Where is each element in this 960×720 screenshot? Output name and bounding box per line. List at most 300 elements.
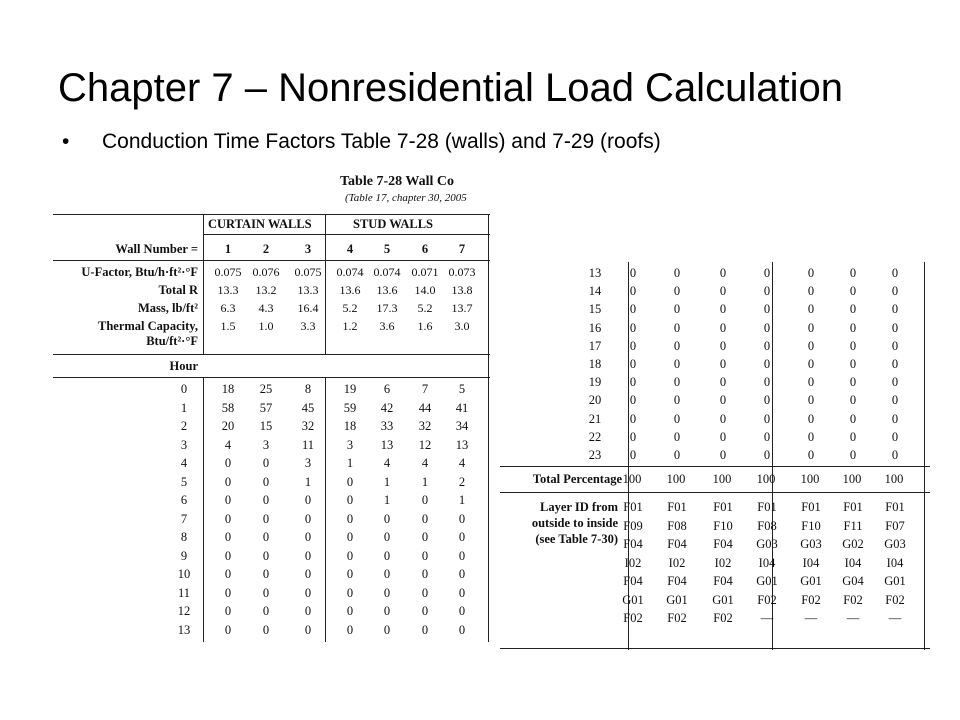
time-factor: 8	[304, 382, 312, 396]
roof-table-image	[500, 262, 930, 650]
layer-id: I02	[714, 555, 732, 570]
time-factor: 0	[629, 393, 637, 408]
wall-number: 5	[383, 242, 391, 256]
property-value: 3.0	[454, 319, 470, 333]
time-factor: 0	[224, 585, 232, 600]
time-factor: 0	[763, 429, 771, 444]
layer-id: F08	[757, 518, 777, 533]
time-factor: 0	[421, 567, 429, 581]
time-factor: 13	[455, 437, 469, 452]
layer-id: G01	[622, 592, 644, 607]
time-factor: 1	[304, 474, 312, 489]
layer-id: F02	[667, 611, 687, 625]
hour-value: 10	[177, 567, 191, 581]
time-factor: 4	[458, 456, 466, 470]
time-factor: 0	[383, 604, 391, 618]
time-factor: 0	[719, 302, 727, 317]
time-factor: 0	[763, 448, 771, 462]
time-factor: 0	[719, 266, 727, 280]
time-factor: 0	[629, 375, 637, 390]
time-factor: 15	[259, 419, 273, 433]
time-factor: 0	[421, 548, 429, 563]
hour-value: 8	[180, 530, 188, 544]
time-factor: 0	[673, 411, 681, 426]
time-factor: 0	[304, 530, 312, 544]
total-value: 100	[884, 472, 904, 486]
time-factor: 0	[262, 530, 270, 544]
property-value: 3.6	[379, 319, 395, 333]
time-factor: 0	[304, 548, 312, 563]
property-value: 13.8	[451, 283, 473, 297]
time-factor: 0	[346, 493, 354, 507]
hour-value: 16	[588, 320, 602, 335]
layer-id: F01	[757, 500, 777, 514]
wall-number-label: Wall Number =	[115, 242, 198, 256]
total-percentage-label: Total Percentage	[532, 472, 622, 486]
time-factor: 0	[763, 393, 771, 408]
layer-id: —	[846, 611, 860, 625]
time-factor: 0	[673, 320, 681, 335]
time-factor: 45	[301, 400, 315, 415]
time-factor: 5	[458, 382, 466, 396]
layer-id: G04	[842, 574, 864, 588]
time-factor: 4	[224, 437, 232, 452]
time-factor: 0	[383, 567, 391, 581]
property-value: 13.6	[339, 283, 361, 297]
layer-id: I04	[844, 555, 862, 570]
property-value: 0.075	[214, 265, 242, 279]
time-factor: 0	[673, 375, 681, 390]
time-factor: 0	[849, 448, 857, 462]
layer-id: F01	[623, 500, 643, 514]
property-label: U-Factor, Btu/h·ft²·°F	[81, 265, 198, 279]
hour-value: 11	[177, 585, 191, 600]
layer-id: F11	[843, 518, 863, 533]
time-factor: 0	[421, 604, 429, 618]
time-factor: 0	[224, 493, 232, 507]
hour-value: 12	[177, 604, 191, 618]
property-value: 1.5	[220, 319, 236, 333]
layer-label-line: (see Table 7-30)	[535, 532, 618, 546]
hour-value: 20	[588, 393, 602, 408]
time-factor: 0	[719, 284, 727, 299]
time-factor: 0	[346, 548, 354, 563]
layer-id: F07	[885, 518, 905, 533]
time-factor: 0	[304, 493, 312, 507]
time-factor: 20	[221, 419, 235, 433]
time-factor: 0	[383, 622, 391, 637]
property-value: 13.6	[376, 283, 398, 297]
time-factor: 1	[383, 474, 391, 489]
time-factor: 0	[891, 284, 899, 299]
wall-table-caption: Table 7-28 Wall Co	[340, 174, 454, 189]
wall-number: 3	[304, 242, 312, 256]
time-factor: 0	[807, 429, 815, 444]
time-factor: 0	[224, 548, 232, 563]
property-label: Mass, lb/ft²	[138, 301, 198, 315]
time-factor: 0	[719, 448, 727, 462]
time-factor: 0	[807, 357, 815, 371]
property-value: 0.073	[448, 265, 476, 279]
time-factor: 0	[807, 320, 815, 335]
time-factor: 0	[673, 448, 681, 462]
wall-number: 7	[458, 242, 466, 256]
time-factor: 13	[380, 437, 394, 452]
time-factor: 2	[458, 474, 466, 489]
time-factor: 0	[763, 411, 771, 426]
time-factor: 0	[458, 622, 466, 637]
time-factor: 0	[673, 338, 681, 353]
time-factor: 0	[807, 302, 815, 317]
time-factor: 0	[458, 567, 466, 581]
time-factor: 0	[262, 456, 270, 470]
layer-id: G01	[756, 574, 778, 588]
total-value: 100	[712, 472, 732, 486]
total-value: 100	[800, 472, 820, 486]
bullet-text: Conduction Time Factors Table 7-28 (walls) and 7-29 (roofs)	[102, 130, 661, 153]
hour-value: 21	[588, 411, 602, 426]
time-factor: 0	[346, 530, 354, 544]
time-factor: 0	[719, 357, 727, 371]
time-factor: 0	[629, 357, 637, 371]
time-factor: 0	[719, 411, 727, 426]
time-factor: 0	[346, 622, 354, 637]
hour-value: 7	[180, 511, 188, 526]
time-factor: 0	[629, 411, 637, 426]
time-factor: 41	[455, 400, 469, 415]
time-factor: 0	[629, 338, 637, 353]
time-factor: 0	[629, 302, 637, 317]
time-factor: 12	[418, 437, 432, 452]
time-factor: 0	[673, 357, 681, 371]
layer-id: G01	[884, 574, 906, 588]
group-header-curtain: CURTAIN WALLS	[208, 217, 312, 231]
time-factor: 0	[763, 375, 771, 390]
layer-id: F04	[713, 574, 733, 588]
wall-table-image	[53, 172, 490, 642]
time-factor: 0	[458, 511, 466, 526]
time-factor: 0	[346, 511, 354, 526]
time-factor: 34	[455, 419, 469, 433]
layer-id: I02	[624, 555, 642, 570]
hour-value: 13	[588, 266, 602, 280]
property-label-cont: Btu/ft²·°F	[146, 334, 198, 348]
time-factor: 0	[458, 604, 466, 618]
time-factor: 1	[383, 493, 391, 507]
property-value: 14.0	[414, 283, 436, 297]
time-factor: 0	[224, 474, 232, 489]
hour-value: 13	[177, 622, 191, 637]
property-value: 0.075	[294, 265, 322, 279]
time-factor: 0	[807, 338, 815, 353]
property-value: 13.3	[217, 283, 239, 297]
layer-id: F01	[843, 500, 863, 514]
property-value: 1.2	[342, 319, 358, 333]
layer-id: F02	[885, 592, 905, 607]
time-factor: 0	[891, 266, 899, 280]
time-factor: 0	[346, 585, 354, 600]
time-factor: 0	[304, 585, 312, 600]
layer-id: —	[804, 611, 818, 625]
property-value: 4.3	[258, 301, 274, 315]
hour-label: Hour	[169, 359, 198, 373]
layer-id: F04	[623, 537, 643, 551]
time-factor: 0	[383, 585, 391, 600]
time-factor: 0	[673, 429, 681, 444]
layer-label-line: Layer ID from	[540, 500, 618, 514]
layer-label-line: outside to inside	[531, 516, 618, 530]
total-value: 100	[666, 472, 686, 486]
time-factor: 0	[891, 320, 899, 335]
time-factor: 0	[304, 622, 312, 637]
time-factor: 0	[224, 511, 232, 526]
hour-value: 15	[588, 302, 602, 317]
layer-id: F01	[801, 500, 821, 514]
property-value: 1.0	[258, 319, 274, 333]
layer-id: F10	[713, 518, 733, 533]
time-factor: 0	[346, 567, 354, 581]
time-factor: 0	[807, 284, 815, 299]
time-factor: 0	[763, 320, 771, 335]
time-factor: 0	[224, 604, 232, 618]
wall-number: 4	[346, 242, 354, 256]
property-value: 16.4	[297, 301, 319, 315]
bullet-item	[62, 130, 661, 154]
layer-id: F04	[667, 574, 687, 588]
time-factor: 0	[421, 511, 429, 526]
time-factor: 0	[719, 375, 727, 390]
time-factor: 4	[421, 456, 429, 470]
bullet-dot: •	[62, 130, 70, 153]
hour-value: 14	[588, 284, 602, 299]
wall-number: 1	[224, 242, 232, 256]
hour-value: 0	[180, 382, 188, 396]
layer-id: F01	[713, 500, 733, 514]
time-factor: 6	[383, 382, 391, 396]
group-header-stud: STUD WALLS	[353, 217, 434, 231]
time-factor: 0	[763, 338, 771, 353]
time-factor: 0	[421, 493, 429, 507]
time-factor: 3	[262, 437, 270, 452]
property-value: 0.074	[336, 265, 364, 279]
layer-id: G03	[756, 537, 778, 551]
layer-id: F04	[623, 574, 643, 588]
hour-value: 18	[588, 357, 602, 371]
property-value: 1.6	[417, 319, 433, 333]
time-factor: 0	[891, 338, 899, 353]
time-factor: 0	[304, 567, 312, 581]
time-factor: 4	[383, 456, 391, 470]
time-factor: 0	[807, 375, 815, 390]
layer-id: F04	[667, 537, 687, 551]
time-factor: 0	[262, 493, 270, 507]
time-factor: 1	[346, 456, 354, 470]
time-factor: 0	[719, 429, 727, 444]
time-factor: 3	[304, 456, 312, 470]
layer-id: F04	[713, 537, 733, 551]
property-value: 0.074	[373, 265, 401, 279]
time-factor: 19	[343, 382, 357, 396]
layer-id: —	[888, 611, 902, 625]
time-factor: 0	[763, 266, 771, 280]
time-factor: 32	[301, 419, 315, 433]
time-factor: 18	[221, 382, 235, 396]
time-factor: 0	[458, 585, 466, 600]
time-factor: 0	[849, 429, 857, 444]
time-factor: 0	[849, 320, 857, 335]
time-factor: 0	[262, 567, 270, 581]
time-factor: 0	[458, 548, 466, 563]
time-factor: 0	[673, 284, 681, 299]
property-value: 13.3	[297, 283, 319, 297]
layer-id: F02	[843, 592, 863, 607]
time-factor: 0	[262, 474, 270, 489]
property-value: 6.3	[220, 301, 236, 315]
property-label: Thermal Capacity,	[98, 319, 198, 333]
layer-id: G01	[666, 592, 688, 607]
time-factor: 0	[719, 393, 727, 408]
time-factor: 0	[849, 411, 857, 426]
time-factor: 1	[458, 493, 466, 507]
layer-id: G01	[800, 574, 822, 588]
time-factor: 0	[304, 604, 312, 618]
layer-id: I02	[668, 555, 686, 570]
layer-id: G03	[884, 537, 906, 551]
time-factor: 0	[849, 266, 857, 280]
time-factor: 58	[221, 400, 235, 415]
layer-id: F09	[623, 518, 643, 533]
total-value: 100	[756, 472, 776, 486]
time-factor: 0	[262, 585, 270, 600]
time-factor: 0	[346, 474, 354, 489]
time-factor: 0	[891, 448, 899, 462]
slide-title: Chapter 7 – Nonresidential Load Calculation	[58, 66, 843, 110]
time-factor: 18	[343, 419, 357, 433]
layer-id: I04	[802, 555, 820, 570]
time-factor: 57	[259, 400, 273, 415]
layer-id: F02	[623, 611, 643, 625]
layer-id: F02	[801, 592, 821, 607]
time-factor: 25	[259, 382, 273, 396]
property-value: 17.3	[376, 301, 398, 315]
layer-id: F08	[667, 518, 687, 533]
time-factor: 0	[629, 429, 637, 444]
time-factor: 0	[763, 302, 771, 317]
time-factor: 0	[629, 320, 637, 335]
hour-value: 17	[588, 338, 602, 353]
property-value: 0.071	[411, 265, 439, 279]
hour-value: 5	[180, 474, 188, 489]
time-factor: 0	[763, 284, 771, 299]
property-value: 13.2	[255, 283, 277, 297]
property-value: 5.2	[342, 301, 358, 315]
wall-number: 6	[421, 242, 429, 256]
time-factor: 1	[421, 474, 429, 489]
hour-value: 1	[180, 400, 188, 415]
time-factor: 0	[421, 585, 429, 600]
time-factor: 0	[891, 375, 899, 390]
time-factor: 0	[421, 530, 429, 544]
total-value: 100	[622, 472, 642, 486]
time-factor: 0	[891, 302, 899, 317]
time-factor: 0	[807, 411, 815, 426]
time-factor: 0	[224, 530, 232, 544]
hour-value: 9	[180, 548, 188, 563]
time-factor: 0	[849, 375, 857, 390]
time-factor: 0	[262, 604, 270, 618]
time-factor: 0	[673, 266, 681, 280]
hour-value: 2	[180, 419, 188, 433]
property-value: 5.2	[417, 301, 433, 315]
time-factor: 42	[380, 400, 394, 415]
time-factor: 0	[673, 302, 681, 317]
layer-id: G01	[712, 592, 734, 607]
time-factor: 32	[418, 419, 432, 433]
time-factor: 0	[383, 548, 391, 563]
time-factor: 0	[891, 357, 899, 371]
time-factor: 0	[383, 511, 391, 526]
time-factor: 0	[458, 530, 466, 544]
time-factor: 0	[629, 266, 637, 280]
time-factor: 0	[849, 357, 857, 371]
time-factor: 0	[849, 393, 857, 408]
time-factor: 0	[719, 320, 727, 335]
layer-id: I04	[758, 555, 776, 570]
time-factor: 0	[891, 411, 899, 426]
time-factor: 0	[346, 604, 354, 618]
time-factor: 0	[807, 448, 815, 462]
hour-value: 23	[588, 448, 602, 462]
wall-table-subcaption: (Table 17, chapter 30, 2005	[345, 192, 467, 204]
time-factor: 0	[673, 393, 681, 408]
time-factor: 0	[224, 622, 232, 637]
time-factor: 59	[343, 400, 357, 415]
time-factor: 44	[418, 400, 432, 415]
time-factor: 0	[304, 511, 312, 526]
layer-id: G02	[842, 537, 864, 551]
total-value: 100	[842, 472, 862, 486]
time-factor: 0	[629, 284, 637, 299]
hour-value: 6	[180, 493, 188, 507]
layer-id: F01	[885, 500, 905, 514]
hour-value: 3	[180, 437, 188, 452]
time-factor: 0	[849, 284, 857, 299]
time-factor: 0	[629, 448, 637, 462]
time-factor: 0	[763, 357, 771, 371]
time-factor: 0	[262, 622, 270, 637]
property-value: 0.076	[252, 265, 280, 279]
time-factor: 7	[421, 382, 429, 396]
layer-id: F01	[667, 500, 687, 514]
time-factor: 33	[380, 419, 394, 433]
layer-id: I04	[886, 555, 904, 570]
time-factor: 0	[262, 548, 270, 563]
time-factor: 0	[719, 338, 727, 353]
layer-id: —	[760, 611, 774, 625]
property-label: Total R	[158, 283, 198, 297]
time-factor: 0	[421, 622, 429, 637]
time-factor: 0	[891, 429, 899, 444]
layer-id: F02	[757, 592, 777, 607]
hour-value: 4	[180, 456, 188, 470]
time-factor: 11	[301, 437, 315, 452]
property-value: 3.3	[300, 319, 316, 333]
hour-value: 19	[588, 375, 602, 390]
hour-value: 22	[588, 429, 602, 444]
layer-id: G03	[800, 537, 822, 551]
time-factor: 0	[224, 456, 232, 470]
layer-id: F02	[713, 611, 733, 625]
